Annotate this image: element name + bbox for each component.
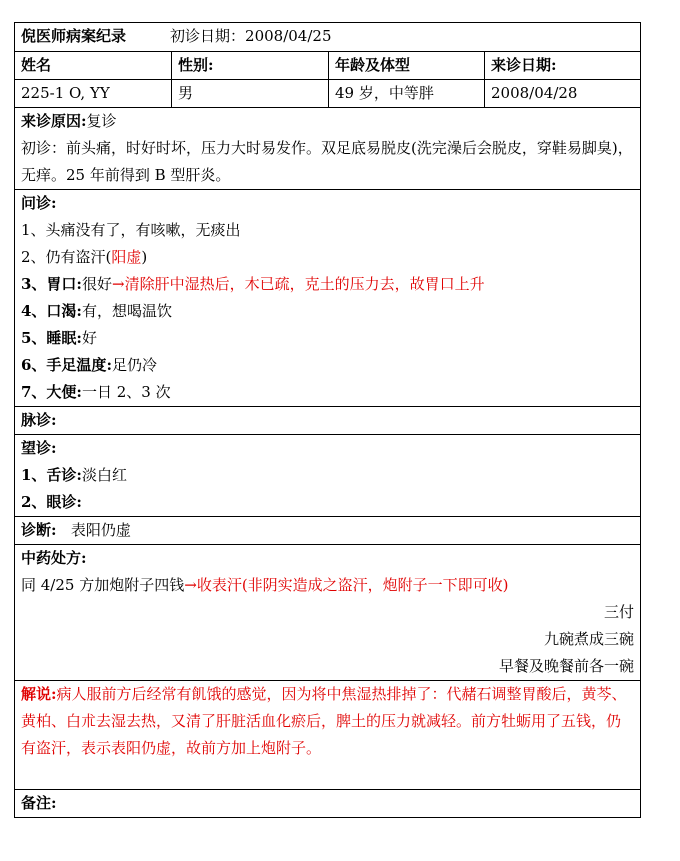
notes-label: 备注: [15, 790, 641, 818]
first-visit-date: 2008/04/25 [245, 27, 332, 45]
pulse-label: 脉诊: [15, 407, 641, 435]
inquiry-label: 问诊: [21, 194, 57, 212]
record-table [14, 22, 641, 818]
sleep-label: 5、睡眠: [21, 329, 82, 347]
name-value: 225-1 O, YY [15, 80, 172, 108]
observation-label: 望诊: [21, 439, 57, 457]
tongue-item [21, 462, 634, 489]
stool-label: 7、大便: [21, 383, 82, 401]
diagnosis-section [15, 517, 641, 545]
explanation-label: 解说: [21, 685, 57, 703]
initial-visit-text: 初诊：前头痛，时好时坏，压力大时易发作。双足底易脱皮(洗完澡后会脱皮，穿鞋易脚臭)，无痒。25 年前得到 B 型肝炎。 [21, 139, 633, 184]
stool-value: 一日 2、3 次 [81, 383, 171, 401]
appetite-value: 很好 [81, 275, 112, 293]
prescription-section [15, 545, 641, 681]
inquiry-item-6 [21, 352, 634, 379]
prescription-label: 中药处方: [21, 549, 87, 567]
decoction-method: 九碗煮成三碗 [543, 630, 634, 648]
medical-record-sheet [14, 22, 640, 818]
visit-date-value: 2008/04/28 [485, 80, 641, 108]
inquiry-item-2-close: ) [141, 248, 148, 266]
appetite-note: 清除肝中湿热后，木已疏，克土的压力去，故胃口上升 [124, 275, 485, 293]
inquiry-item-2 [21, 244, 634, 271]
dose-count: 三付 [603, 603, 634, 621]
visit-date-label: 来诊日期: [485, 52, 641, 80]
diagnosis-label: 诊断: [21, 521, 57, 539]
inquiry-item-4 [21, 298, 634, 325]
age-value: 49 岁，中等胖 [329, 80, 485, 108]
prescription-note: 收表汗(非阴实造成之盗汗，炮附子一下即可收) [196, 576, 509, 594]
inquiry-item-3 [21, 271, 634, 298]
age-label: 年龄及体型 [329, 52, 485, 80]
gender-value: 男 [172, 80, 329, 108]
inquiry-item-1: 1、头痛没有了，有咳嗽，无痰出 [21, 221, 241, 239]
reason-section [15, 108, 641, 190]
reason-value: 复诊 [86, 112, 117, 130]
prescription-line [21, 572, 634, 599]
explanation-text: 病人服前方后经常有飢饿的感觉，因为将中焦湿热排掉了：代赭石调整胃酸后，黄芩、黄柏、白朮去湿去热，又清了肝脏活血化瘀后，脾土的压力就减轻。前方牡蛎用了五钱，仍有盗汗，表示表阳仍虚，故前方加上炮附子。 [21, 685, 627, 757]
thirst-value: 有，想喝温饮 [81, 302, 172, 320]
thirst-label: 4、口渴: [21, 302, 82, 320]
observation-section [15, 435, 641, 517]
arrow-right-icon: → [112, 275, 125, 293]
explanation-section [15, 681, 641, 790]
inquiry-section [15, 190, 641, 407]
inquiry-item-2-text: 2、仍有盗汗( [21, 248, 112, 266]
arrow-right-icon: → [184, 576, 197, 594]
inquiry-item-2-note: 阳虚 [111, 248, 142, 266]
limb-temp-value: 足仍冷 [111, 356, 157, 374]
tongue-value: 淡白红 [81, 466, 127, 484]
first-visit-label: 初诊日期： [170, 27, 246, 45]
gender-label: 性别: [172, 52, 329, 80]
reason-label: 来诊原因: [21, 112, 87, 130]
tongue-label: 1、舌诊: [21, 466, 82, 484]
name-label: 姓名 [15, 52, 172, 80]
inquiry-item-7 [21, 379, 634, 406]
prescription-text: 同 4/25 方加炮附子四钱 [21, 576, 185, 594]
inquiry-item-5 [21, 325, 634, 352]
diagnosis-value: 表阳仍虚 [70, 521, 131, 539]
limb-temp-label: 6、手足温度: [21, 356, 112, 374]
header-row [15, 23, 641, 52]
eye-label: 2、眼诊: [21, 493, 82, 511]
sleep-value: 好 [81, 329, 97, 347]
dosage-timing: 早餐及晚餐前各一碗 [498, 657, 634, 675]
record-title: 倪医师病案纪录 [21, 27, 127, 45]
appetite-label: 3、胃口: [21, 275, 82, 293]
